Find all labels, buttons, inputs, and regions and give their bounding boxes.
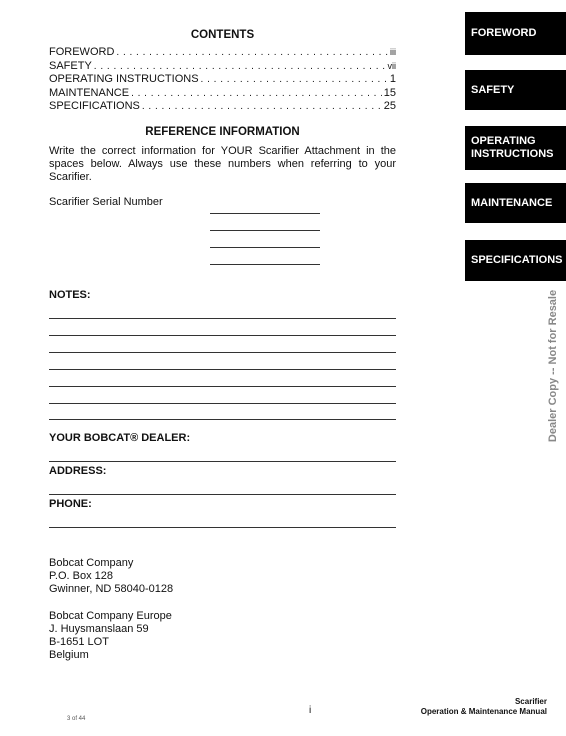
toc-entry-specifications[interactable] xyxy=(49,100,396,114)
notes-line-1[interactable] xyxy=(49,318,396,319)
serial-number-field-2[interactable] xyxy=(210,230,320,231)
tab-label: OPERATING INSTRUCTIONS xyxy=(471,135,554,160)
reference-title: REFERENCE INFORMATION xyxy=(145,126,300,138)
address-line[interactable] xyxy=(49,494,396,495)
serial-number-label: Scarifier Serial Number xyxy=(49,196,163,208)
toc-entry-page: vii xyxy=(387,60,396,71)
tab-operating-instructions[interactable] xyxy=(465,126,566,170)
serial-number-field-3[interactable] xyxy=(210,247,320,248)
address-line-text: Belgium xyxy=(49,649,89,661)
address-line-text: Bobcat Company xyxy=(49,557,134,569)
dealer-label: YOUR BOBCAT® DEALER: xyxy=(49,432,191,444)
serial-number-field-1[interactable] xyxy=(210,213,320,214)
toc-entry-label: SAFETY xyxy=(49,59,92,72)
phone-label: PHONE: xyxy=(49,498,92,510)
toc-entry-label: FOREWORD xyxy=(49,46,115,58)
contents-title: CONTENTS xyxy=(190,29,255,41)
toc-entry-page: iii xyxy=(390,47,396,57)
address-line-text: Gwinner, ND 58040-0128 xyxy=(49,583,174,595)
notes-label: NOTES: xyxy=(49,289,91,301)
watermark-text: Dealer Copy -- Not for Resale xyxy=(547,289,560,442)
tab-specifications[interactable] xyxy=(465,240,566,281)
toc-entry-label: MAINTENANCE xyxy=(49,86,130,99)
tab-safety[interactable] xyxy=(465,70,566,110)
table-of-contents xyxy=(49,46,396,114)
dealer-line[interactable] xyxy=(49,461,396,462)
toc-entry-label: OPERATING INSTRUCTIONS xyxy=(49,73,199,85)
reference-body: Write the correct information for YOUR Scarifier Attachment in the spaces below. Always use these numbers when referring to your Scarifier. xyxy=(49,145,396,183)
bobcat-europe-address xyxy=(49,610,172,662)
toc-entry-safety[interactable] xyxy=(49,60,396,74)
address-label: ADDRESS: xyxy=(49,465,107,477)
tab-label: FOREWORD xyxy=(471,27,537,39)
tab-label: MAINTENANCE xyxy=(471,196,553,209)
tab-label: SPECIFICATIONS xyxy=(471,254,563,266)
serial-number-field-4[interactable] xyxy=(210,264,320,265)
page-number: i xyxy=(309,705,312,716)
toc-entry-foreword[interactable] xyxy=(49,46,396,60)
notes-line-3[interactable] xyxy=(49,352,396,353)
notes-line-7[interactable] xyxy=(49,419,396,420)
notes-line-2[interactable] xyxy=(49,335,396,336)
address-line-text: B-1651 LOT xyxy=(49,636,109,648)
footer-manual: Operation & Maintenance Manual xyxy=(420,707,547,716)
page-counter: 3 of 44 xyxy=(67,716,86,722)
phone-line[interactable] xyxy=(49,527,396,528)
address-line-text: P.O. Box 128 xyxy=(49,570,114,582)
bobcat-company-address xyxy=(49,557,173,596)
footer-product: Scarifier xyxy=(514,697,547,706)
toc-entry-page: 25 xyxy=(383,100,396,112)
toc-entry-operating-instructions[interactable] xyxy=(49,73,396,87)
notes-line-6[interactable] xyxy=(49,403,396,404)
toc-entry-page: 1 xyxy=(389,73,396,85)
address-line-text: Bobcat Company Europe xyxy=(49,610,172,622)
tab-label: SAFETY xyxy=(471,83,515,96)
toc-entry-label: SPECIFICATIONS xyxy=(49,100,140,112)
address-line-text: J. Huysmanslaan 59 xyxy=(49,623,149,635)
tab-foreword[interactable] xyxy=(465,12,566,55)
notes-line-5[interactable] xyxy=(49,386,396,387)
toc-entry-maintenance[interactable] xyxy=(49,87,396,101)
dealer-copy-watermark xyxy=(540,288,566,443)
notes-line-4[interactable] xyxy=(49,369,396,370)
tab-maintenance[interactable] xyxy=(465,183,566,223)
toc-entry-page: 15 xyxy=(383,86,396,99)
